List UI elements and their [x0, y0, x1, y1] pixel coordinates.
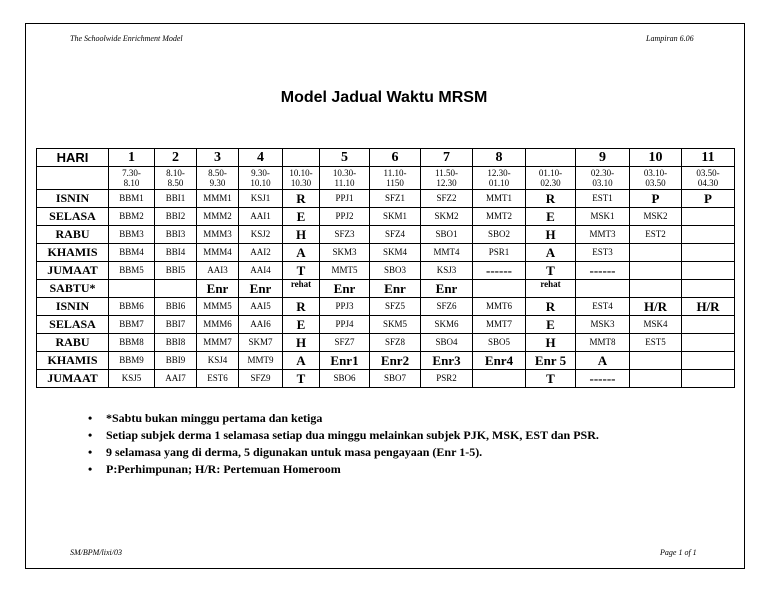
- header-left: The Schoolwide Enrichment Model: [70, 34, 183, 43]
- table-row: [37, 334, 735, 352]
- slot-cell: [473, 370, 526, 388]
- slot-cell: BBM9: [109, 352, 155, 370]
- slot-cell: [630, 352, 682, 370]
- day-cell: ISNIN: [37, 298, 109, 316]
- slot-cell: MMT9: [239, 352, 283, 370]
- slot-cell: T: [283, 370, 320, 388]
- slot-cell: BBM4: [109, 244, 155, 262]
- slot-cell: KSJ2: [239, 226, 283, 244]
- header-period: 4: [239, 149, 283, 167]
- table-row: [37, 244, 735, 262]
- header-hari: HARI: [37, 149, 109, 167]
- slot-cell: BBI3: [155, 226, 197, 244]
- day-cell: JUMAAT: [37, 262, 109, 280]
- bullet-icon: •: [88, 411, 93, 425]
- slot-cell: EST3: [576, 244, 630, 262]
- slot-cell: Enr2: [370, 352, 421, 370]
- slot-cell: H: [526, 334, 576, 352]
- slot-cell: MMT5: [320, 262, 370, 280]
- slot-cell: T: [526, 370, 576, 388]
- slot-cell: SFZ1: [370, 190, 421, 208]
- slot-cell: T: [526, 262, 576, 280]
- slot-cell: [682, 280, 735, 298]
- slot-cell: MMT6: [473, 298, 526, 316]
- slot-cell: PPJ1: [320, 190, 370, 208]
- slot-cell: BBI2: [155, 208, 197, 226]
- slot-cell: [630, 262, 682, 280]
- time-row: [37, 167, 735, 190]
- slot-cell: SBO6: [320, 370, 370, 388]
- slot-cell: AAI6: [239, 316, 283, 334]
- slot-cell: T: [283, 262, 320, 280]
- table-row: [37, 370, 735, 388]
- header-period: [283, 149, 320, 167]
- slot-cell: SKM3: [320, 244, 370, 262]
- slot-cell: MMM5: [197, 298, 239, 316]
- slot-cell: A: [526, 244, 576, 262]
- footer-right: Page 1 of 1: [660, 548, 697, 557]
- page-title: Model Jadual Waktu MRSM: [280, 89, 488, 106]
- slot-cell: [682, 208, 735, 226]
- footer-left: SM/BPM/lixi/03: [70, 548, 122, 557]
- slot-cell: [682, 334, 735, 352]
- table-row: [37, 352, 735, 370]
- time-cell: 11.50- 12.30: [421, 167, 473, 190]
- slot-cell: MMT7: [473, 316, 526, 334]
- slot-cell: R: [283, 190, 320, 208]
- table-row: [37, 316, 735, 334]
- slot-cell: AAI2: [239, 244, 283, 262]
- day-cell: SABTU*: [37, 280, 109, 298]
- day-cell: ISNIN: [37, 190, 109, 208]
- slot-cell: KSJ4: [197, 352, 239, 370]
- slot-cell: H: [283, 334, 320, 352]
- note-item: [88, 444, 599, 461]
- day-cell: RABU: [37, 334, 109, 352]
- day-cell: KHAMIS: [37, 244, 109, 262]
- slot-cell: [109, 280, 155, 298]
- note-text: 9 selamasa yang di derma, 5 digunakan untuk masa pengayaan (Enr 1-5).: [106, 445, 483, 459]
- slot-cell: SFZ9: [239, 370, 283, 388]
- bullet-icon: •: [88, 445, 93, 459]
- slot-cell: AAI4: [239, 262, 283, 280]
- timetable: [36, 148, 735, 388]
- slot-cell: EST2: [630, 226, 682, 244]
- header-period: 11: [682, 149, 735, 167]
- slot-cell: PPJ4: [320, 316, 370, 334]
- slot-cell: AAI7: [155, 370, 197, 388]
- slot-cell: AAI3: [197, 262, 239, 280]
- bullet-icon: •: [88, 462, 93, 476]
- slot-cell: ------: [576, 262, 630, 280]
- header-period: 5: [320, 149, 370, 167]
- time-cell: 11.10- 1150: [370, 167, 421, 190]
- slot-cell: PPJ2: [320, 208, 370, 226]
- note-item: [88, 427, 599, 444]
- slot-cell: BBM1: [109, 190, 155, 208]
- slot-cell: SFZ6: [421, 298, 473, 316]
- slot-cell: SKM6: [421, 316, 473, 334]
- slot-cell: [682, 226, 735, 244]
- slot-cell: PSR2: [421, 370, 473, 388]
- slot-cell: A: [283, 244, 320, 262]
- time-cell: 03.50- 04.30: [682, 167, 735, 190]
- slot-cell: [630, 244, 682, 262]
- slot-cell: Enr: [370, 280, 421, 298]
- slot-cell: E: [526, 316, 576, 334]
- slot-cell: BBM7: [109, 316, 155, 334]
- note-text: P:Perhimpunan; H/R: Pertemuan Homeroom: [106, 462, 341, 476]
- table-row: [37, 190, 735, 208]
- slot-cell: MMT8: [576, 334, 630, 352]
- notes-list: [88, 410, 599, 478]
- slot-cell: MMM1: [197, 190, 239, 208]
- slot-cell: SBO5: [473, 334, 526, 352]
- header-row: [37, 149, 735, 167]
- slot-cell: SKM7: [239, 334, 283, 352]
- header-period: [526, 149, 576, 167]
- slot-cell: BBI1: [155, 190, 197, 208]
- slot-cell: [155, 280, 197, 298]
- slot-cell: EST6: [197, 370, 239, 388]
- slot-cell: EST1: [576, 190, 630, 208]
- slot-cell: KSJ5: [109, 370, 155, 388]
- header-period: 9: [576, 149, 630, 167]
- slot-cell: BBM2: [109, 208, 155, 226]
- slot-cell: SFZ8: [370, 334, 421, 352]
- day-cell: SELASA: [37, 316, 109, 334]
- slot-cell: H: [283, 226, 320, 244]
- header-period: 1: [109, 149, 155, 167]
- table-row: [37, 262, 735, 280]
- bullet-icon: •: [88, 428, 93, 442]
- slot-cell: EST4: [576, 298, 630, 316]
- slot-cell: SBO2: [473, 226, 526, 244]
- slot-cell: E: [283, 208, 320, 226]
- slot-cell: [682, 352, 735, 370]
- slot-cell: P: [630, 190, 682, 208]
- slot-cell: KSJ3: [421, 262, 473, 280]
- header-period: 3: [197, 149, 239, 167]
- time-cell: 9.30- 10.10: [239, 167, 283, 190]
- slot-cell: BBM5: [109, 262, 155, 280]
- table-row: [37, 280, 735, 298]
- slot-cell: SFZ2: [421, 190, 473, 208]
- time-cell: [37, 167, 109, 190]
- slot-cell: BBI6: [155, 298, 197, 316]
- slot-cell: H: [526, 226, 576, 244]
- slot-cell: R: [526, 190, 576, 208]
- header-period: 8: [473, 149, 526, 167]
- slot-cell: AAI1: [239, 208, 283, 226]
- day-cell: JUMAAT: [37, 370, 109, 388]
- time-cell: 8.50- 9.30: [197, 167, 239, 190]
- slot-cell: [682, 262, 735, 280]
- slot-cell: BBM3: [109, 226, 155, 244]
- header-period: 6: [370, 149, 421, 167]
- slot-cell: SKM5: [370, 316, 421, 334]
- slot-cell: SFZ5: [370, 298, 421, 316]
- slot-cell: ------: [473, 262, 526, 280]
- slot-cell: EST5: [630, 334, 682, 352]
- slot-cell: E: [526, 208, 576, 226]
- slot-cell: KSJ1: [239, 190, 283, 208]
- time-cell: 01.10- 02.30: [526, 167, 576, 190]
- slot-cell: BBI7: [155, 316, 197, 334]
- table-row: [37, 226, 735, 244]
- header-period: 7: [421, 149, 473, 167]
- slot-cell: MSK3: [576, 316, 630, 334]
- slot-cell: ------: [576, 370, 630, 388]
- slot-cell: SFZ3: [320, 226, 370, 244]
- slot-cell: MMT3: [576, 226, 630, 244]
- slot-cell: SBO7: [370, 370, 421, 388]
- slot-cell: [630, 280, 682, 298]
- slot-cell: SBO4: [421, 334, 473, 352]
- note-text: Setiap subjek derma 1 selamasa setiap dua minggu melainkan subjek PJK, MSK, EST dan PSR.: [106, 428, 599, 442]
- slot-cell: MMM2: [197, 208, 239, 226]
- day-cell: RABU: [37, 226, 109, 244]
- slot-cell: BBI5: [155, 262, 197, 280]
- slot-cell: MMT4: [421, 244, 473, 262]
- slot-cell: Enr: [421, 280, 473, 298]
- slot-cell: BBI4: [155, 244, 197, 262]
- time-cell: 12.30- 01.10: [473, 167, 526, 190]
- slot-cell: A: [576, 352, 630, 370]
- slot-cell: BBI9: [155, 352, 197, 370]
- time-cell: 7.30- 8.10: [109, 167, 155, 190]
- header-period: 10: [630, 149, 682, 167]
- slot-cell: E: [283, 316, 320, 334]
- slot-cell: PPJ3: [320, 298, 370, 316]
- slot-cell: SBO1: [421, 226, 473, 244]
- slot-cell: BBM8: [109, 334, 155, 352]
- time-cell: 8.10- 8.50: [155, 167, 197, 190]
- slot-cell: Enr1: [320, 352, 370, 370]
- note-text: *Sabtu bukan minggu pertama dan ketiga: [106, 411, 323, 425]
- slot-cell: rehat: [526, 280, 576, 298]
- slot-cell: [576, 280, 630, 298]
- slot-cell: MSK4: [630, 316, 682, 334]
- header-right: Lampiran 6.06: [646, 34, 694, 43]
- table-row: [37, 298, 735, 316]
- slot-cell: [682, 316, 735, 334]
- slot-cell: Enr4: [473, 352, 526, 370]
- time-cell: 02.30- 03.10: [576, 167, 630, 190]
- header-period: 2: [155, 149, 197, 167]
- day-cell: SELASA: [37, 208, 109, 226]
- slot-cell: H/R: [630, 298, 682, 316]
- time-cell: 03.10- 03.50: [630, 167, 682, 190]
- slot-cell: SFZ4: [370, 226, 421, 244]
- slot-cell: R: [283, 298, 320, 316]
- slot-cell: [682, 370, 735, 388]
- slot-cell: [473, 280, 526, 298]
- slot-cell: MSK2: [630, 208, 682, 226]
- note-item: [88, 410, 599, 427]
- slot-cell: [682, 244, 735, 262]
- day-cell: KHAMIS: [37, 352, 109, 370]
- slot-cell: MMM4: [197, 244, 239, 262]
- slot-cell: SKM4: [370, 244, 421, 262]
- slot-cell: rehat: [283, 280, 320, 298]
- slot-cell: A: [283, 352, 320, 370]
- slot-cell: Enr 5: [526, 352, 576, 370]
- slot-cell: BBI8: [155, 334, 197, 352]
- slot-cell: MMM7: [197, 334, 239, 352]
- slot-cell: MSK1: [576, 208, 630, 226]
- slot-cell: H/R: [682, 298, 735, 316]
- slot-cell: SBO3: [370, 262, 421, 280]
- slot-cell: Enr3: [421, 352, 473, 370]
- table-row: [37, 208, 735, 226]
- slot-cell: Enr: [239, 280, 283, 298]
- slot-cell: SFZ7: [320, 334, 370, 352]
- slot-cell: SKM1: [370, 208, 421, 226]
- slot-cell: PSR1: [473, 244, 526, 262]
- slot-cell: [630, 370, 682, 388]
- slot-cell: MMT1: [473, 190, 526, 208]
- time-cell: 10.10- 10.30: [283, 167, 320, 190]
- slot-cell: R: [526, 298, 576, 316]
- slot-cell: P: [682, 190, 735, 208]
- slot-cell: MMM3: [197, 226, 239, 244]
- slot-cell: Enr: [197, 280, 239, 298]
- slot-cell: BBM6: [109, 298, 155, 316]
- slot-cell: MMT2: [473, 208, 526, 226]
- note-item: [88, 461, 599, 478]
- slot-cell: MMM6: [197, 316, 239, 334]
- slot-cell: SKM2: [421, 208, 473, 226]
- slot-cell: AAI5: [239, 298, 283, 316]
- time-cell: 10.30- 11.10: [320, 167, 370, 190]
- slot-cell: Enr: [320, 280, 370, 298]
